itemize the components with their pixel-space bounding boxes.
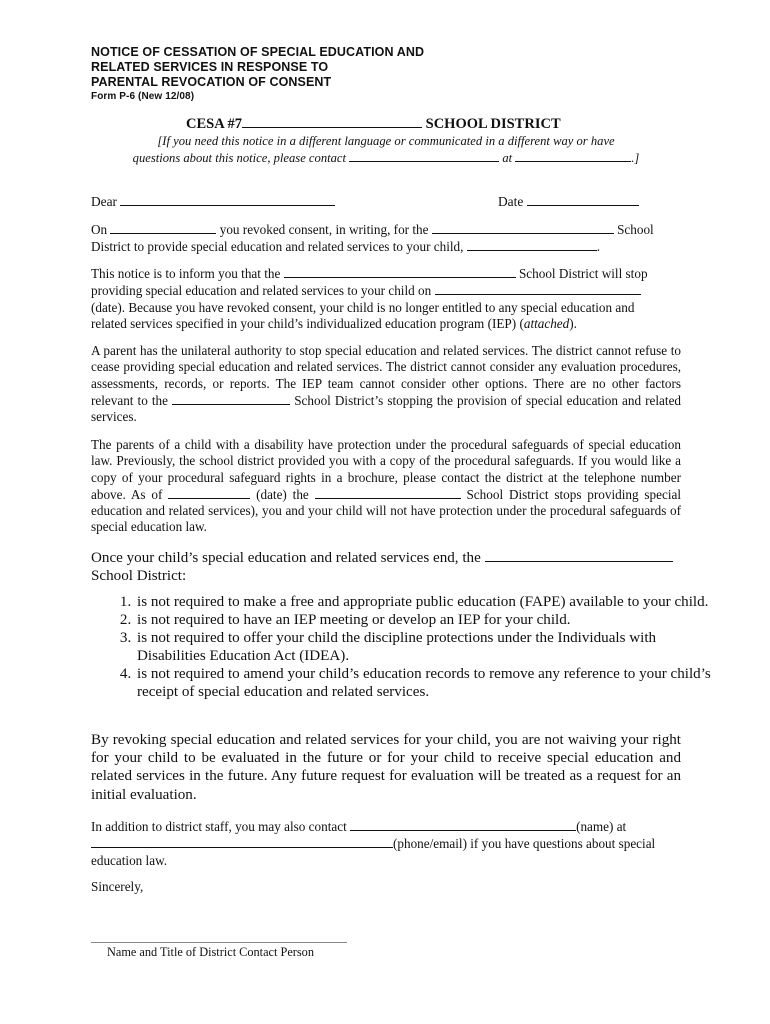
contact-phone-blank[interactable] — [515, 149, 631, 162]
header-title-line-1: NOTICE OF CESSATION OF SPECIAL EDUCATION AND — [91, 45, 425, 59]
district-name-blank[interactable] — [242, 115, 422, 128]
district-blank-1[interactable] — [432, 221, 614, 234]
dear-blank[interactable] — [120, 193, 335, 206]
list-item: 3. is not required to offer your child the discipline protections under the Individuals with Disabilities Education Act (IDEA). — [135, 629, 725, 665]
form-id: Form P-6 (New 12/08) — [91, 91, 195, 102]
contact-name-blank[interactable] — [349, 149, 499, 162]
paragraph-authority: A parent has the unilateral authority to stop special education and related services. The district cannot refuse to cease providing special education and related services. The district cannot consider any evaluation procedures, assessments, records, or reports. The IEP team cannot consider other options. There are no other factors relevant to the School District’s stopping the provision of special education and related services. — [91, 343, 682, 425]
cesa-label: CESA #7 — [186, 116, 243, 132]
signature-caption: Name and Title of District Contact Person — [107, 945, 314, 959]
district-blank-2[interactable] — [284, 265, 516, 278]
advocate-name-blank[interactable] — [350, 818, 576, 831]
paragraph-contact: In addition to district staff, you may also contact (name) at (phone/email) if you have questions about special education law. — [91, 819, 656, 868]
signature-line[interactable] — [91, 942, 347, 943]
notice-header — [91, 45, 511, 103]
district-line — [186, 115, 606, 133]
header-title-line-3: PARENTAL REVOCATION OF CONSENT — [91, 75, 332, 89]
paragraph-once-services-end: Once your child’s special education and related services end, the School District: — [91, 547, 681, 585]
dear-label: Dear — [91, 194, 118, 209]
language-note-line-1: [If you need this notice in a different language or communicated in a different way or have — [157, 134, 615, 148]
language-note: [If you need this notice in a different language or communicated in a different way or have questions about this notice, please contact at .] — [91, 133, 681, 166]
salutation-row — [91, 193, 681, 210]
district-blank-5[interactable] — [485, 547, 673, 562]
paragraph-inform: This notice is to inform you that the School District will stop providing special education and related services to your child on (date). Because you have revoked consent, your child is no longer entitled to any special education and related services specified in your child’s individualized education program (IEP) (attached). — [91, 266, 648, 331]
district-blank-4[interactable] — [315, 486, 461, 499]
list-item: 4. is not required to amend your child’s education records to remove any reference to your child’s receipt of special education and related services. — [135, 665, 725, 701]
advocate-contact-blank[interactable] — [91, 835, 393, 848]
revocation-date-blank[interactable] — [110, 221, 216, 234]
stop-date-blank[interactable] — [435, 282, 641, 295]
paragraph-revoking: By revoking special education and related services for your child, you are not waiving your right for your child to be evaluated in the future or for your child to receive special education and related services in the future. Any future request for evaluation will be treated as a request for an initial evaluation. — [91, 732, 681, 803]
school-district-label: SCHOOL DISTRICT — [425, 116, 561, 132]
list-item: 2. is not required to have an IEP meeting or develop an IEP for your child. — [135, 611, 725, 629]
child-name-blank[interactable] — [467, 238, 597, 251]
paragraph-revoked-consent: On you revoked consent, in writing, for the School District to provide special education and related services to your child, . — [91, 222, 654, 255]
district-blank-3[interactable] — [172, 392, 290, 405]
paragraph-safeguards: The parents of a child with a disability have protection under the procedural safeguards of special education law. Previously, the school district provided you with a copy of the procedural safeguards. If you would like a copy of your procedural safeguard rights in a brochure, please contact the district at the telephone number above. As of (date) the School District stops providing special education and related services), you and your child will not have protection under the procedural safeguards of special education law. — [91, 437, 682, 535]
as-of-date-blank[interactable] — [168, 486, 250, 499]
closing: Sincerely, — [91, 879, 144, 894]
date-label: Date — [498, 194, 524, 209]
date-blank[interactable] — [527, 193, 639, 206]
header-title-line-2: RELATED SERVICES IN RESPONSE TO — [91, 60, 329, 74]
consequences-list — [91, 593, 725, 701]
list-item: 1. is not required to make a free and appropriate public education (FAPE) available to your child. — [135, 593, 725, 611]
